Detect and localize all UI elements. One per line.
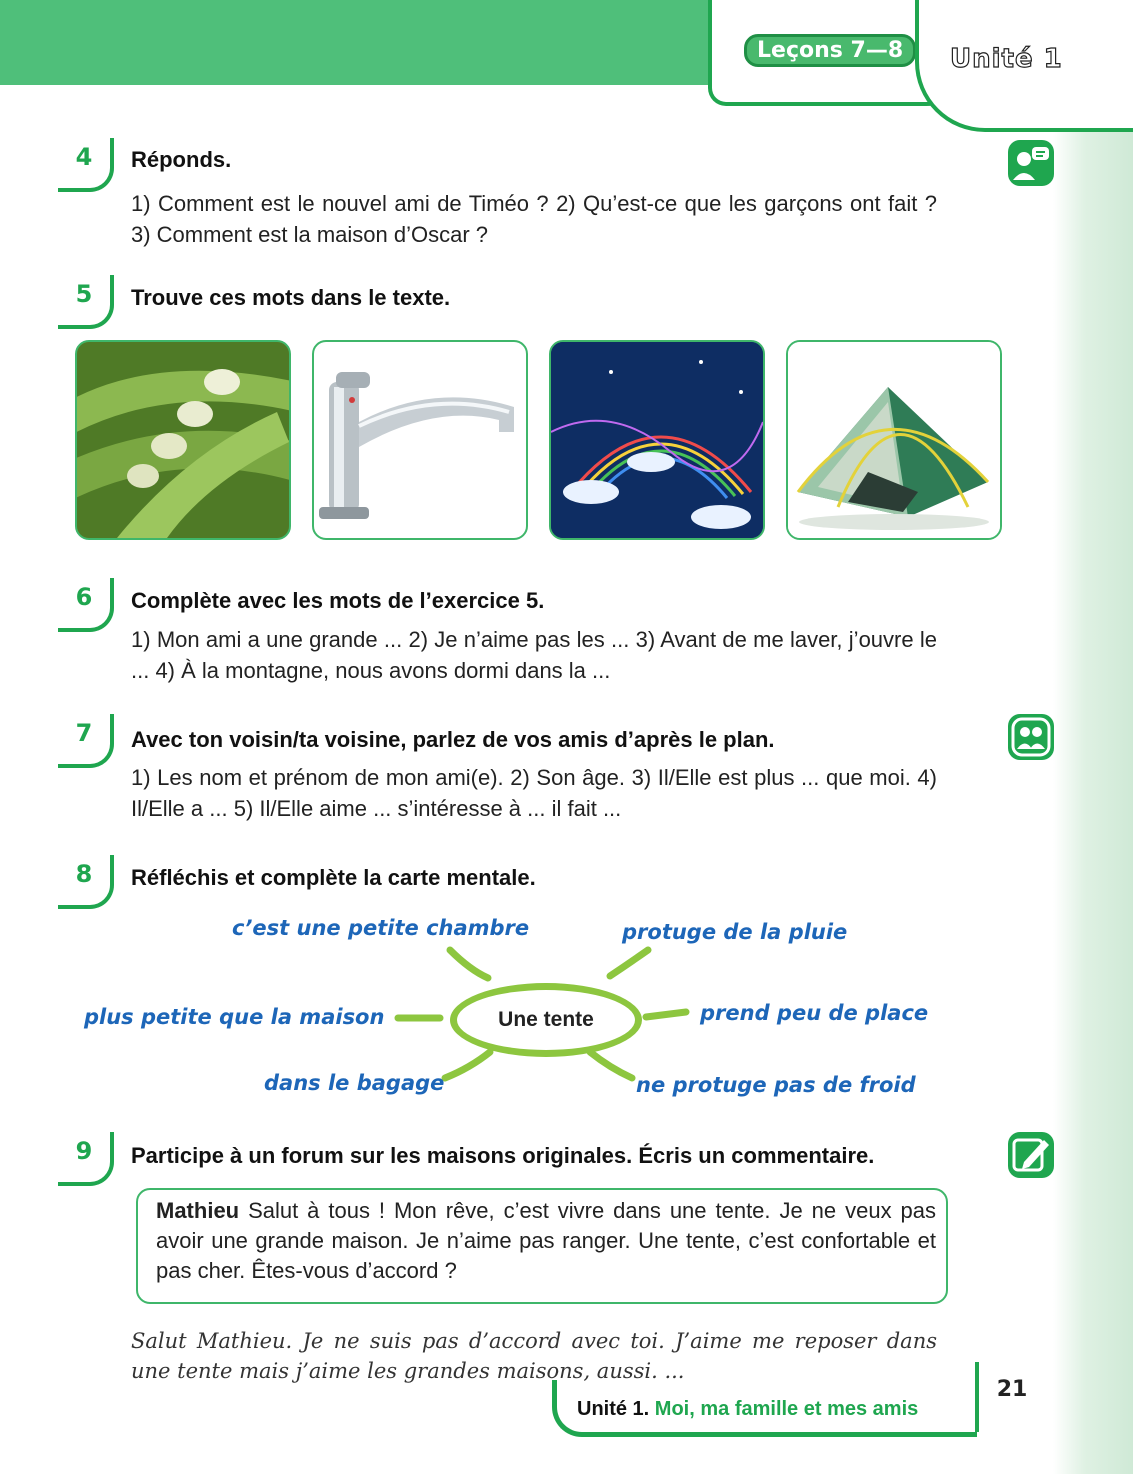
exercise-6-title: Complète avec les mots de l’exercice 5. bbox=[131, 588, 545, 613]
exercise-8-title: Réfléchis et complète la carte mentale. bbox=[131, 865, 536, 890]
exercise-number-9: 9 bbox=[58, 1132, 114, 1186]
speech-bubble-person-icon bbox=[1008, 140, 1054, 186]
page-number: 21 bbox=[975, 1362, 1045, 1432]
exercise-number-6: 6 bbox=[58, 578, 114, 632]
exercise-4-title: Réponds. bbox=[131, 147, 232, 172]
exercise-number-5: 5 bbox=[58, 275, 114, 329]
exercise-4-text: 1) Comment est le nouvel ami de Timéo ? 2) Qu’est-ce que les garçons ont fait ? 3) Comment est la maison d’Oscar ? bbox=[131, 191, 937, 247]
forum-post bbox=[136, 1188, 948, 1304]
exercise-number-7: 7 bbox=[58, 714, 114, 768]
footer-unit-title bbox=[577, 1398, 918, 1421]
mindmap-word-top-left: c’est une petite chambre bbox=[232, 916, 530, 940]
mindmap-word-right: prend peu de place bbox=[700, 1001, 929, 1025]
lesson-tab: Leçons 7—8 bbox=[744, 34, 916, 67]
pair-people-icon bbox=[1008, 714, 1054, 760]
mindmap-word-top-right: protuge de la pluie bbox=[622, 920, 848, 944]
page-side-strip bbox=[1053, 120, 1133, 1474]
exercise-number-4: 4 bbox=[58, 138, 114, 192]
mindmap-word-bottom-right: ne protuge pas de froid bbox=[636, 1073, 916, 1097]
mindmap-word-bottom-left: dans le bagage bbox=[264, 1071, 445, 1095]
exercise-7-title: Avec ton voisin/ta voisine, parlez de vos amis d’après le plan. bbox=[131, 727, 775, 752]
faucet-photo bbox=[312, 340, 528, 540]
unit-tab: Unité 1 bbox=[950, 44, 1063, 74]
exercise-number-8: 8 bbox=[58, 855, 114, 909]
forum-author: Mathieu bbox=[156, 1198, 240, 1223]
footer-unit: Unité 1. bbox=[577, 1398, 650, 1420]
broad-beans-photo bbox=[75, 340, 291, 540]
exercise-7-text: 1) Les nom et prénom de mon ami(e). 2) Son âge. 3) Il/Elle est plus ... que moi. 4) Il/Elle a ... 5) Il/Elle aime ... s’intéresse à ... il fait ... bbox=[131, 765, 937, 821]
forum-message: Salut à tous ! Mon rêve, c’est vivre dans une tente. Je ne veux pas avoir une grande maison. Je n’aime pas ranger. Une tente, c’est confortable et pas cher. Êtes-vous d’accord ? bbox=[156, 1198, 936, 1283]
pencil-write-icon bbox=[1008, 1132, 1054, 1178]
exercise-5-title: Trouve ces mots dans le texte. bbox=[131, 285, 451, 310]
exercise-6-text: 1) Mon ami a une grande ... 2) Je n’aime pas les ... 3) Avant de me laver, j’ouvre le ... 4) À la montagne, nous avons dormi dans la ... bbox=[131, 627, 937, 683]
mindmap-center: Une tente bbox=[450, 983, 642, 1057]
mindmap-word-left: plus petite que la maison bbox=[84, 1005, 385, 1029]
rainbows-night-sky-photo bbox=[549, 340, 765, 540]
footer-title: Moi, ma famille et mes amis bbox=[649, 1398, 919, 1420]
tent-photo bbox=[786, 340, 1002, 540]
forum-reply-handwritten: Salut Mathieu. Je ne suis pas d’accord avec toi. J’aime me reposer dans une tente mais j’aime les grandes maisons, aussi. ... bbox=[131, 1329, 937, 1383]
exercise-9-title: Participe à un forum sur les maisons originales. Écris un commentaire. bbox=[131, 1143, 875, 1168]
